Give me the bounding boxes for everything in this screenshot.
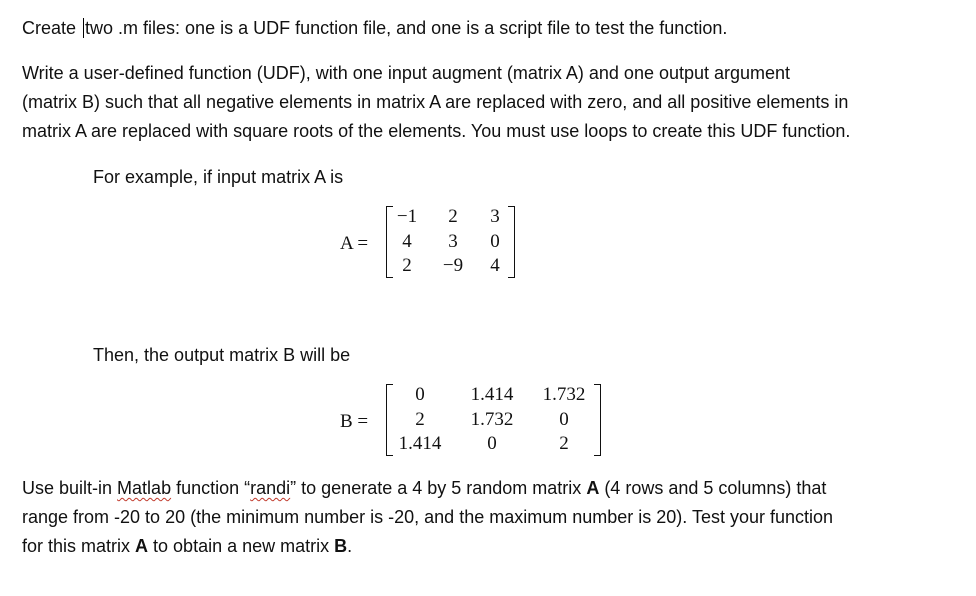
text-run: function “ — [171, 478, 251, 498]
instruction-text-start: Create — [22, 18, 82, 38]
task-line-3: matrix A are replaced with square roots of the elements. You must use loops to create this UDF function. — [22, 121, 851, 141]
text-run: . — [347, 536, 353, 556]
matrix-b-cell: 1.414 — [398, 433, 442, 454]
final-paragraph — [22, 474, 833, 561]
text-cursor — [83, 18, 84, 38]
matrix-b-label: B = — [340, 411, 369, 432]
matrix-b-cell: 2 — [415, 409, 425, 430]
matrix-a-label: A = — [340, 233, 369, 254]
example-intro: For example, if input matrix A is — [93, 167, 344, 187]
matrix-b-cell: 0 — [415, 384, 425, 405]
text-run: (4 rows and 5 columns) that — [599, 478, 827, 498]
final-line-2: range from -20 to 20 (the minimum number is -20, and the maximum number is 20). Test your function — [22, 507, 834, 527]
text-run: for this matrix — [22, 536, 136, 556]
matrix-a — [340, 204, 520, 284]
matrix-b-cell: 1.732 — [470, 409, 514, 430]
output-intro: Then, the output matrix B will be — [93, 345, 351, 365]
matrix-b-cell: 0 — [487, 433, 497, 454]
matrix-a-cell: 0 — [490, 231, 500, 252]
spellcheck-word-randi[interactable]: randi — [250, 478, 291, 498]
matrix-b-right-bracket — [594, 384, 601, 456]
task-line-2: (matrix B) such that all negative elements in matrix A are replaced with zero, and all positive elements in — [22, 92, 849, 112]
matrix-a-cell: 4 — [402, 231, 412, 252]
matrix-a-cell: 2 — [448, 206, 458, 227]
bold-matrix-a: A — [135, 536, 149, 556]
matrix-a-cell: −1 — [396, 206, 418, 227]
bold-matrix-a: A — [586, 478, 600, 498]
matrix-a-cell: 3 — [490, 206, 500, 227]
task-line-1: Write a user-defined function (UDF), with one input augment (matrix A) and one output argument — [22, 63, 791, 83]
text-run: ” to generate a 4 by 5 random matrix — [290, 478, 587, 498]
matrix-b-cell: 0 — [559, 409, 569, 430]
spellcheck-word-matlab[interactable]: Matlab — [117, 478, 172, 498]
instruction-line — [22, 14, 727, 43]
text-run: Use built-in — [22, 478, 118, 498]
matrix-b-cell: 1.732 — [542, 384, 586, 405]
final-line-1 — [22, 474, 833, 503]
task-paragraph — [22, 59, 850, 146]
matrix-b-cell: 1.414 — [470, 384, 514, 405]
text-run: to obtain a new matrix — [148, 536, 335, 556]
matrix-a-cell: 2 — [402, 255, 412, 276]
matrix-b-cell: 2 — [559, 433, 569, 454]
matrix-a-cell: 4 — [490, 255, 500, 276]
instruction-text-end: two .m files: one is a UDF function file, and one is a script file to test the function. — [85, 18, 728, 38]
matrix-a-cell: −9 — [442, 255, 464, 276]
bold-matrix-b: B — [334, 536, 348, 556]
final-line-3 — [22, 532, 833, 561]
matrix-b — [340, 382, 610, 462]
matrix-a-cell: 3 — [448, 231, 458, 252]
